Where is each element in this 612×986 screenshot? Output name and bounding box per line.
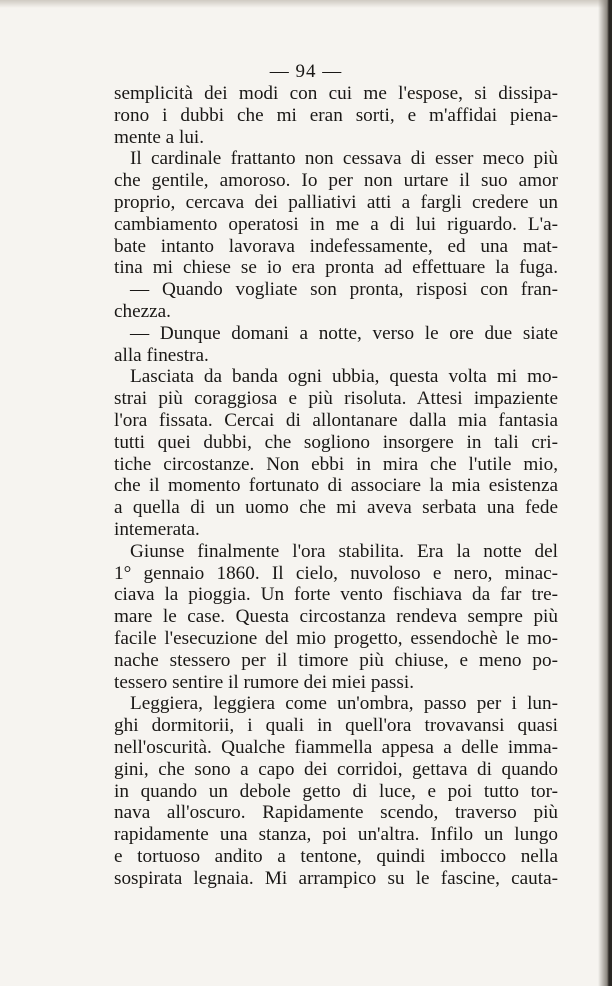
text-line: semplicità dei modi con cui me l'espose, si dissipa- [114, 83, 558, 104]
page-top-edge [0, 0, 612, 8]
text-line: gini, che sono a capo dei corridoi, gettava di quando [114, 758, 558, 780]
text-line: nell'oscurità. Qualche fiammella appesa a delle imma- [114, 736, 558, 758]
text-line: mare le case. Questa circostanza rendeva sempre più [114, 606, 558, 628]
text-line: tiche circostanze. Non ebbi in mira che l'utile mio, [114, 453, 558, 475]
page-number: — 94 — [269, 61, 343, 82]
text-line: Leggiera, leggiera come un'ombra, passo per i lun- [130, 693, 558, 715]
text-line: a quella di un uomo che mi aveva serbata una fede [114, 497, 558, 519]
page-binding-edge [598, 0, 612, 986]
text-line: cambiamento operatosi in me a di lui riguardo. L'a- [114, 213, 558, 235]
text-line: Il cardinale frattanto non cessava di esser meco più [130, 148, 558, 170]
text-line: che gentile, amoroso. Io per non urtare il suo amor [114, 170, 558, 192]
text-line: proprio, cercava dei palliativi atti a fargli credere un [114, 191, 558, 213]
text-line: Lasciata da banda ogni ubbia, questa volta mi mo- [130, 366, 558, 388]
text-line: in quando un debole getto di luce, e poi tutto tor- [114, 780, 558, 802]
text-line: intemerata. [114, 518, 200, 540]
text-line: nava all'oscuro. Rapidamente scendo, traverso più [114, 802, 558, 824]
text-line: — Dunque domani a notte, verso le ore due siate [130, 322, 558, 344]
text-line: chezza. [114, 300, 171, 322]
text-line: e tortuoso andito a tentone, quindi imbocco nella [114, 845, 558, 867]
text-line: alla finestra. [114, 344, 209, 366]
page-text-body [114, 83, 558, 889]
text-line: tutti quei dubbi, che sogliono insorgere in tali cri- [114, 431, 558, 453]
text-line: rapidamente una stanza, poi un'altra. Infilo un lungo [114, 824, 558, 846]
text-line: rono i dubbi che mi eran sorti, e m'affidai piena- [114, 104, 558, 126]
text-line: bate intanto lavorava indefessamente, ed una mat- [114, 235, 558, 257]
text-line: strai più coraggiosa e più risoluta. Attesi impaziente [114, 388, 558, 410]
text-line: — Quando vogliate son pronta, risposi con fran- [130, 279, 558, 301]
text-line: tina mi chiese se io era pronta ad effettuare la fuga. [114, 257, 558, 279]
text-line: 1° gennaio 1860. Il cielo, nuvoloso e nero, minac- [114, 562, 558, 584]
text-line: facile l'esecuzione del mio progetto, essendochè le mo- [114, 627, 558, 649]
text-line: sospirata legnaia. Mi arrampico su le fascine, cauta- [114, 867, 558, 889]
text-line: Giunse finalmente l'ora stabilita. Era la notte del [130, 540, 558, 562]
text-line: ghi dormitorii, i quali in quell'ora trovavansi quasi [114, 715, 558, 737]
text-line: l'ora fissata. Cercai di allontanare dalla mia fantasia [114, 409, 558, 431]
text-line: ciava la pioggia. Un forte vento fischiava da far tre- [114, 584, 558, 606]
text-line: che il momento fortunato di associare la mia esistenza [114, 475, 558, 497]
text-line: tessero sentire il rumore dei miei passi. [114, 671, 414, 693]
text-line: mente a lui. [114, 126, 205, 148]
text-line: nache stessero per il timore più chiuse, e meno po- [114, 649, 558, 671]
